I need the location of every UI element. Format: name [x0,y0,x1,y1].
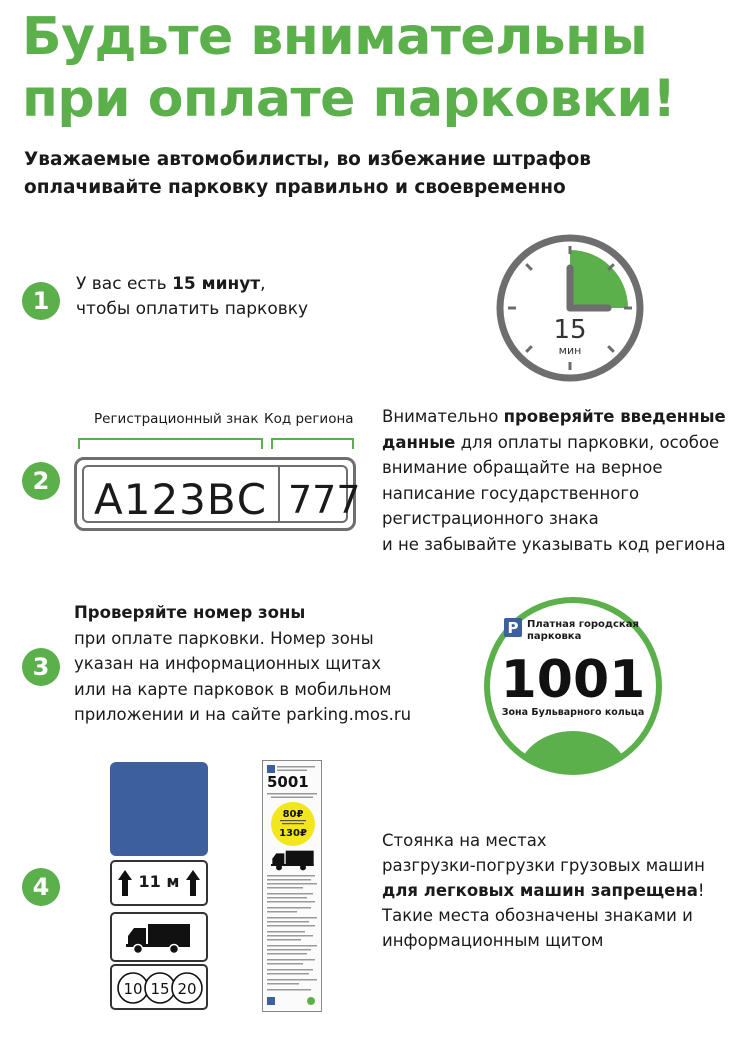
info-board [262,760,322,1012]
zone-number: 1001 [500,650,646,710]
subtitle-line-1: Уважаемые автомобилисты, во избежание штрафов [24,149,591,170]
plate-number: А123ВС [94,475,268,524]
subtitle-line-2: оплачивайте парковку правильно и своевременно [24,177,566,198]
title-line-1: Будьте внимательны [22,7,648,67]
zone-sign-title-2: парковка [527,631,582,642]
truck-sign [110,912,208,962]
step-4-l2: разгрузки-погрузки грузовых машин [382,856,705,875]
plate-region: 777 [288,478,361,522]
time-sign [110,964,208,1010]
board-price-1: 80₽ [282,809,304,820]
plate-divider [278,465,280,523]
step-2-l2-bold: данные [382,432,456,452]
time-value-c: 20 [177,980,197,998]
step-3-l1-bold: Проверяйте номер зоны [74,603,306,622]
step-4-text [382,828,705,953]
step-2-l6: и не забывайте указывать код региона [382,534,726,554]
step-2-badge: 2 [22,462,60,500]
page-subtitle [24,146,734,202]
step-3-l2: при оплате парковки. Номер зоны [74,628,374,648]
step-4-l5: информационным щитом [382,931,604,950]
board-zone-caption [267,793,319,799]
plate-label-brackets [76,431,356,451]
board-header-lines [277,766,317,772]
step-2-l1-a: Внимательно [382,407,504,426]
step-2-l2-b: для оплаты парковки, особое [455,432,720,452]
board-p-icon [267,765,275,773]
distance-value: 11 м [138,872,180,891]
license-plate-inner [82,465,361,524]
board-price-circle [270,801,316,847]
label-region: Код региона [264,411,354,427]
clock-icon [496,234,644,382]
step-4-badge: 4 [22,868,60,906]
plate-labels [76,411,356,451]
step-4-l1: Стоянка на местах [382,831,547,850]
time-circles [115,970,205,1006]
step-1-text [76,272,308,322]
step-4-l4: Такие места обозначены знаками и [382,906,693,925]
board-fine-print [267,875,319,1009]
step-1-text-line2: чтобы оплатить парковку [76,299,309,319]
time-value-a: 10 [123,980,143,998]
step-1-badge: 1 [22,282,60,320]
zone-sign-title-1: Платная городская [527,619,639,630]
step-2-l4: написание государственного [382,483,640,503]
step-3-l3: указан на информационных щитах [74,654,382,673]
step-4-l3-b: ! [697,881,705,900]
step-3-l5: приложении и на сайте parking.mos.ru [74,705,412,724]
board-price-2: 130₽ [279,828,307,839]
clock-unit: мин [558,344,582,357]
time-value-b: 15 [150,980,170,998]
step-3-badge: 3 [22,648,60,686]
title-line-2: при оплате парковки! [22,69,676,129]
step-2-text [382,404,726,557]
zone-name: Зона Бульварного кольца [501,707,645,718]
step-1-text-bold: 15 минут [172,274,261,294]
board-zone-number: 5001 [267,773,309,791]
step-4-l3-bold: для легковых машин запрещена [382,881,698,900]
parking-p-letter: P [507,619,519,637]
parking-blue-sign [110,762,208,856]
step-3-text [74,600,411,728]
license-plate [74,457,361,531]
arrow-up-icon-right [186,870,200,896]
page-title [22,6,742,130]
step-2-l5: регистрационного знака [382,509,599,528]
distance-sign [110,860,208,906]
step-3-l4: или на карте парковок в мобильном [74,679,392,699]
step-2-l1-bold: проверяйте введенные [503,407,726,426]
step-1-text-b: , [260,274,266,294]
step-1-text-a: У вас есть [76,274,173,294]
label-plate: Регистрационный знак [94,411,259,427]
board-truck-icon [271,849,315,871]
truck-icon [126,922,192,954]
clock-value: 15 [553,315,587,345]
step-2-l3: внимание обращайте на верное [382,458,663,477]
zone-sign [482,595,664,777]
